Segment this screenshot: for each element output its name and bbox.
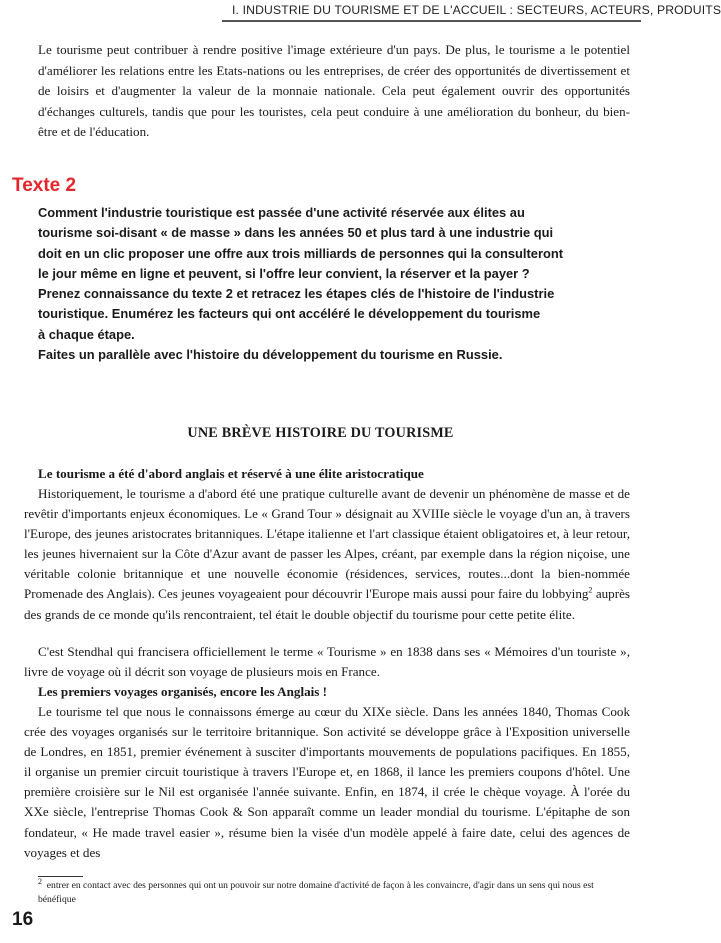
- texte2-task: [38, 203, 630, 365]
- task-line: Faites un parallèle avec l'histoire du développement du tourisme en Russie.: [38, 347, 503, 363]
- article-paragraph-grand-tour: [24, 484, 630, 625]
- footnote-ref: 2: [588, 586, 593, 596]
- footnote-number: 2: [38, 876, 42, 886]
- subhead-aristocratic: Le tourisme a été d'abord anglais et réservé à une élite aristocratique: [38, 466, 424, 481]
- task-line: le jour même en ligne et peuvent, si l'offre leur convient, la réserver et la payer ?: [38, 265, 530, 281]
- task-line: à chaque étape.: [38, 326, 135, 342]
- header-rule: [222, 20, 641, 22]
- running-header: [0, 0, 721, 27]
- page-number: 16: [12, 909, 34, 930]
- task-line: doit en un clic proposer une offre aux trois milliards de personnes qui la consulteront: [38, 245, 564, 261]
- footnote: [38, 876, 630, 907]
- footnote-text: entrer en contact avec des personnes qui ont un pouvoir sur notre domaine d'activité de façon à les convaincre, d'agir dans un sens qui nous est bénéfique: [38, 880, 594, 905]
- paragraph-text-end: auprès des grands de ce monde qu'ils rencontraient, tel était le double objectif du tourisme pour cette petite élite.: [24, 586, 630, 622]
- texte2-title: Texte 2: [12, 175, 77, 196]
- intro-paragraph: Le tourisme peut contribuer à rendre positive l'image extérieure d'un pays. De plus, le tourisme a le potentiel d'améliorer les relations entre les Etats-nations ou les entreprises, de créer des opportunités de divertissement et de loisirs et d'augmenter la valeur de la monnaie nationale. Cela peut également ouvrir des opportunités d'échanges culturels, tandis que pour les touristes, cela peut conduire à une amélioration du bonheur, du bien-être et de l'éducation.: [38, 42, 630, 140]
- header-title: I. INDUSTRIE DU TOURISME ET DE L'ACCUEIL : SECTEURS, ACTEURS, PRODUITS: [232, 3, 721, 17]
- subhead-first-organized-trips: Les premiers voyages organisés, encore les Anglais !: [38, 684, 328, 699]
- article-title: UNE BRÈVE HISTOIRE DU TOURISME: [187, 425, 454, 441]
- footnote-rule: [38, 876, 83, 877]
- task-line: Comment l'industrie touristique est passée d'une activité réservée aux élites au: [38, 205, 525, 220]
- paragraph-text: Historiquement, le tourisme a d'abord été une pratique culturelle avant de devenir un phénomène de masse et de revêtir d'importants enjeux économiques. Le « Grand Tour » désignait au XVIIIe siècle le voyage d'un an, à travers l'Europe, des jeunes aristocrates britanniques. L'étape italienne et l'art classique étaient obligatoires et, à leur retour, les jeunes hivernaient sur la Côte d'Azur avant de passer les Alpes, créant, par exemple dans la région niçoise, une véritable colonie britannique et une nouvelle économie (résidences, services, routes...dont la bien-nommée Promenade des Anglais). Ces jeunes voyageaient pour découvrir l'Europe mais aussi pour faire du lobbying: [24, 486, 630, 602]
- article-paragraph-thomas-cook: Le tourisme tel que nous le connaissons émerge au cœur du XIXe siècle. Dans les années 1840, Thomas Cook crée des voyages organisés sur le territoire britannique. Son activité se développe grâce à l'Exposition universelle de Londres, en 1851, premier événement à susciter d'importants mouvements de populations pacifiques. En 1855, il organise un premier circuit touristique à travers l'Europe et, en 1868, il lance les premiers coupons d'hôtel. Une première croisière sur le Nil est organisée l'année suivante. Enfin, en 1874, il crée le chèque voyage. À l'orée du XXe siècle, l'entreprise Thomas Cook & Son apparaît comme un leader mondial du tourisme. L'épitaphe de son fondateur, « He made travel easier », résume bien la visée d'un modèle appelé à faire date, celui des agences de voyages et des: [24, 704, 630, 860]
- task-line: Prenez connaissance du texte 2 et retracez les étapes clés de l'histoire de l'industrie: [38, 286, 555, 302]
- task-line: tourisme soi-disant « de masse » dans les années 50 et plus tard à une industrie qui: [38, 225, 554, 241]
- task-line: touristique. Enumérez les facteurs qui ont accéléré le développement du tourisme: [38, 306, 541, 322]
- article-paragraph-stendhal: C'est Stendhal qui francisera officiellement le terme « Tourisme » en 1838 dans ses « Mémoires d'un touriste », livre de voyage où il décrit son voyage de plusieurs mois en France.: [24, 644, 630, 680]
